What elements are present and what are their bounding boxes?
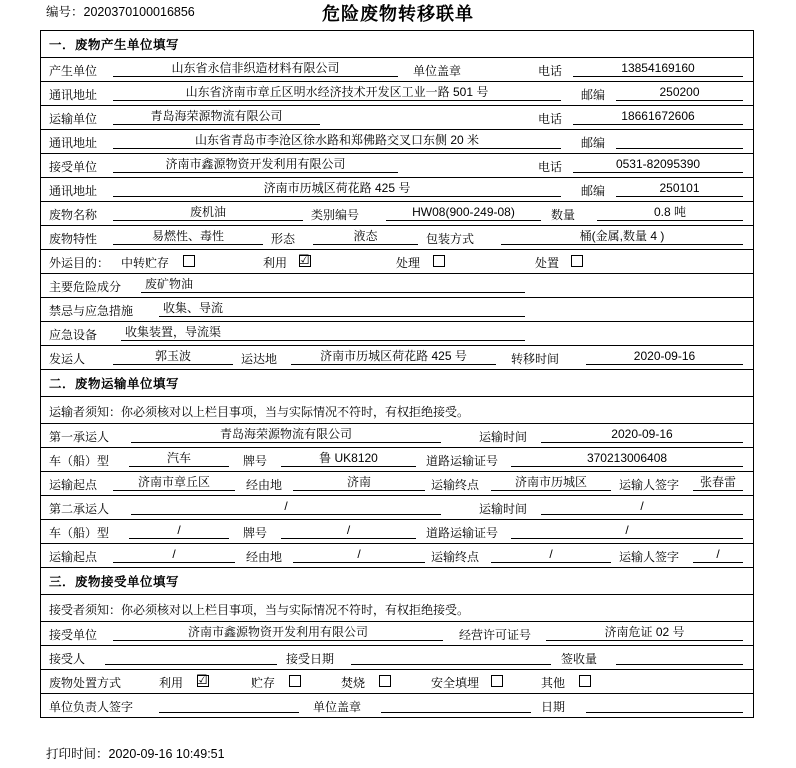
purpose-option-2-checkbox[interactable] <box>299 255 311 267</box>
end2-value: / <box>491 547 611 563</box>
table-row <box>41 178 754 202</box>
package-label: 包装方式 <box>426 232 475 246</box>
receiving-person-label: 接受人 <box>49 652 86 666</box>
license1-label: 道路运输证号 <box>426 454 499 468</box>
table-row <box>41 424 754 448</box>
disposal-option-3-checkbox[interactable] <box>379 675 391 687</box>
table-row <box>41 448 754 472</box>
transport-address-value: 山东省青岛市李沧区徐水路和郑佛路交叉口东侧 20 米 <box>113 133 561 149</box>
taboo-value: 收集、导流 <box>159 301 525 317</box>
section3-notice: 接受者须知：你必须核对以上栏目事项，当与实际情况不符时，有权拒绝接受。 <box>49 603 470 617</box>
section1-heading: 一．废物产生单位填写 <box>41 31 754 58</box>
seal-label: 单位盖章 <box>413 64 462 78</box>
table-row <box>41 322 754 346</box>
sign1-value: 张春雷 <box>693 475 743 491</box>
table-row <box>41 106 754 130</box>
permit-label: 经营许可证号 <box>459 628 532 642</box>
property-value: 易燃性、毒性 <box>113 229 263 245</box>
license2-label: 道路运输证号 <box>426 526 499 540</box>
table-row <box>41 58 754 82</box>
plate2-value: / <box>281 523 416 539</box>
table-row <box>41 520 754 544</box>
sender-value: 郭玉波 <box>113 349 233 365</box>
transport-unit-label: 运输单位 <box>49 112 98 126</box>
zip-value: 250200 <box>616 85 743 101</box>
document-header <box>0 0 796 30</box>
address-value: 山东省济南市章丘区明水经济技术开发区工业一路 501 号 <box>113 85 561 101</box>
disposal-option-2-label: 贮存 <box>251 676 276 690</box>
section2-notice-row <box>41 397 754 424</box>
origin1-value: 济南市章丘区 <box>113 475 235 491</box>
receiving-unit-value: 济南市鑫源物资开发利用有限公司 <box>113 625 443 641</box>
origin2-value: / <box>113 547 235 563</box>
purpose-option-3-checkbox[interactable] <box>433 255 445 267</box>
transfer-time-label: 转移时间 <box>511 352 560 366</box>
carrier2-label: 第二承运人 <box>49 502 110 516</box>
vehicle1-label: 车（船）型 <box>49 454 110 468</box>
purpose-option-4-checkbox[interactable] <box>571 255 583 267</box>
category-label: 类别编号 <box>311 208 360 222</box>
section3-heading: 三．废物接受单位填写 <box>41 568 754 595</box>
section3-heading-row <box>41 568 754 595</box>
license1-value: 370213006408 <box>511 451 743 467</box>
receiver-value: 济南市鑫源物资开发利用有限公司 <box>113 157 398 173</box>
transport-time2-label: 运输时间 <box>479 502 528 516</box>
table-row <box>41 472 754 496</box>
phone-value: 13854169160 <box>573 61 743 77</box>
print-time-value: 2020-09-16 10:49:51 <box>108 747 225 761</box>
via2-label: 经由地 <box>246 550 283 564</box>
disposal-option-3-label: 焚烧 <box>341 676 366 690</box>
transfer-manifest-table <box>40 30 754 718</box>
end2-label: 运输终点 <box>431 550 480 564</box>
plate1-label: 牌号 <box>243 454 268 468</box>
equipment-value: 收集装置，导流渠 <box>121 325 525 341</box>
signed-quantity-label: 签收量 <box>561 652 598 666</box>
table-row <box>41 130 754 154</box>
form-label: 形态 <box>271 232 296 246</box>
destination-value: 济南市历城区荷花路 425 号 <box>291 349 496 365</box>
receiver-address-label: 通讯地址 <box>49 184 98 198</box>
transport-address-label: 通讯地址 <box>49 136 98 150</box>
receiving-person-value <box>105 649 277 665</box>
receiving-seal-value <box>381 697 531 713</box>
purpose-option-2-label: 利用 <box>263 256 288 270</box>
transport-zip-value <box>616 133 743 149</box>
principal-sign-label: 单位负责人签字 <box>49 700 134 714</box>
receiving-seal-label: 单位盖章 <box>313 700 362 714</box>
carrier1-label: 第一承运人 <box>49 430 110 444</box>
vehicle1-value: 汽车 <box>129 451 229 467</box>
address-label: 通讯地址 <box>49 88 98 102</box>
hazard-component-label: 主要危险成分 <box>49 280 122 294</box>
document-number-label: 编号： <box>46 5 84 19</box>
purpose-label: 外运目的： <box>49 256 110 270</box>
disposal-option-2-checkbox[interactable] <box>289 675 301 687</box>
transport-unit-value: 青岛海荣源物流有限公司 <box>113 109 320 125</box>
disposal-option-5-label: 其他 <box>541 676 566 690</box>
purpose-option-3-label: 处理 <box>396 256 421 270</box>
transport-time1-value: 2020-09-16 <box>541 427 743 443</box>
origin2-label: 运输起点 <box>49 550 98 564</box>
package-value: 桶(金属,数量 4 ) <box>501 229 743 245</box>
waste-name-label: 废物名称 <box>49 208 98 222</box>
phone-label: 电话 <box>538 64 563 78</box>
disposal-option-4-label: 安全填埋 <box>431 676 480 690</box>
zip-label: 邮编 <box>581 88 606 102</box>
sign2-label: 运输人签字 <box>619 550 680 564</box>
destination-label: 运达地 <box>241 352 278 366</box>
receiving-date2-label: 日期 <box>541 700 566 714</box>
section2-notice: 运输者须知：你必须核对以上栏目事项，当与实际情况不符时，有权拒绝接受。 <box>49 405 470 419</box>
quantity-label: 数量 <box>551 208 576 222</box>
via1-value: 济南 <box>293 475 425 491</box>
equipment-label: 应急设备 <box>49 328 98 342</box>
receiving-date2-value <box>586 697 743 713</box>
transport-phone-label: 电话 <box>538 112 563 126</box>
principal-sign-value <box>159 697 299 713</box>
table-row <box>41 670 754 694</box>
document-number-value: 2020370100016856 <box>83 5 195 19</box>
transport-time2-value: / <box>541 499 743 515</box>
transport-zip-label: 邮编 <box>581 136 606 150</box>
receiver-label: 接受单位 <box>49 160 98 174</box>
origin1-label: 运输起点 <box>49 478 98 492</box>
producer-value: 山东省永信非织造材料有限公司 <box>113 61 398 77</box>
table-row <box>41 202 754 226</box>
table-row <box>41 544 754 568</box>
disposal-option-1-label: 利用 <box>159 676 184 690</box>
receiver-phone-label: 电话 <box>538 160 563 174</box>
producer-label: 产生单位 <box>49 64 98 78</box>
purpose-option-4-label: 处置 <box>535 256 560 270</box>
quantity-value: 0.8 吨 <box>597 205 743 221</box>
purpose-option-1-checkbox[interactable] <box>183 255 195 267</box>
disposal-method-label: 废物处置方式 <box>49 676 122 690</box>
via1-label: 经由地 <box>246 478 283 492</box>
disposal-option-4-checkbox[interactable] <box>491 675 503 687</box>
section2-heading-row <box>41 370 754 397</box>
table-row <box>41 694 754 718</box>
receiver-zip-label: 邮编 <box>581 184 606 198</box>
table-row <box>41 274 754 298</box>
waste-name-value: 废机油 <box>113 205 303 221</box>
receiving-unit-label: 接受单位 <box>49 628 98 642</box>
carrier2-value: / <box>131 499 441 515</box>
section1-heading-row <box>41 31 754 58</box>
plate1-value: 鲁 UK8120 <box>281 451 416 467</box>
table-row <box>41 646 754 670</box>
receiver-address-value: 济南市历城区荷花路 425 号 <box>113 181 561 197</box>
table-row <box>41 496 754 520</box>
property-label: 废物特性 <box>49 232 98 246</box>
print-time-label: 打印时间： <box>46 747 109 761</box>
disposal-option-5-checkbox[interactable] <box>579 675 591 687</box>
permit-value: 济南危证 02 号 <box>546 625 743 641</box>
section2-heading: 二．废物运输单位填写 <box>41 370 754 397</box>
sign2-value: / <box>693 547 743 563</box>
via2-value: / <box>293 547 425 563</box>
transport-time1-label: 运输时间 <box>479 430 528 444</box>
vehicle2-value: / <box>129 523 229 539</box>
receiving-date-label: 接受日期 <box>286 652 335 666</box>
end1-value: 济南市历城区 <box>491 475 611 491</box>
table-row <box>41 226 754 250</box>
table-row <box>41 82 754 106</box>
disposal-option-1-checkbox[interactable] <box>197 675 209 687</box>
table-row <box>41 298 754 322</box>
form-value: 液态 <box>313 229 418 245</box>
plate2-label: 牌号 <box>243 526 268 540</box>
table-row <box>41 250 754 274</box>
license2-value: / <box>511 523 743 539</box>
taboo-label: 禁忌与应急措施 <box>49 304 134 318</box>
purpose-option-1-label: 中转贮存 <box>121 256 170 270</box>
section3-notice-row <box>41 595 754 622</box>
table-row <box>41 622 754 646</box>
transfer-time-value: 2020-09-16 <box>586 349 743 365</box>
receiver-zip-value: 250101 <box>616 181 743 197</box>
sender-label: 发运人 <box>49 352 86 366</box>
transport-phone-value: 18661672606 <box>573 109 743 125</box>
table-row <box>41 154 754 178</box>
table-row <box>41 346 754 370</box>
signed-quantity-value <box>616 649 743 665</box>
receiver-phone-value: 0531-82095390 <box>573 157 743 173</box>
page-title: 危险废物转移联单 <box>322 4 474 24</box>
end1-label: 运输终点 <box>431 478 480 492</box>
carrier1-value: 青岛海荣源物流有限公司 <box>131 427 441 443</box>
print-time <box>46 744 225 762</box>
receiving-date-value <box>351 649 551 665</box>
hazard-component-value: 废矿物油 <box>141 277 525 293</box>
category-value: HW08(900-249-08) <box>386 205 541 221</box>
vehicle2-label: 车（船）型 <box>49 526 110 540</box>
sign1-label: 运输人签字 <box>619 478 680 492</box>
